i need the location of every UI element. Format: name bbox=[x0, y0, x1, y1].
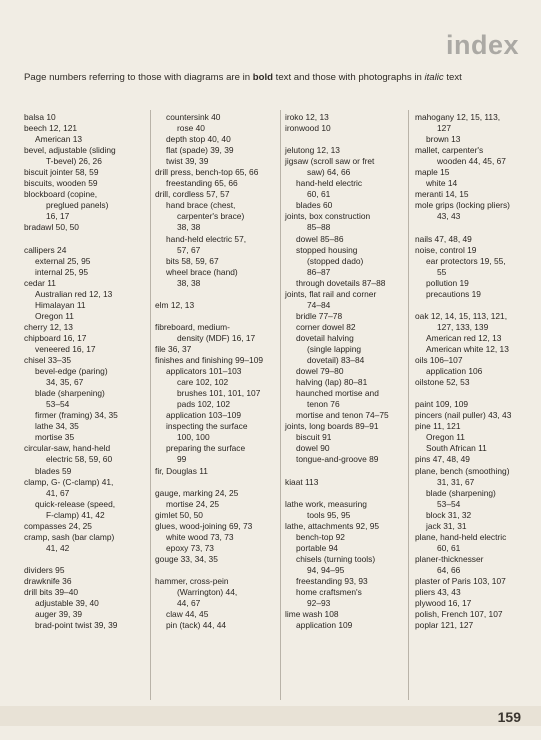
index-entry: auger 39, 39 bbox=[35, 609, 83, 620]
index-entry: joints, long boards 89–91 bbox=[285, 421, 379, 432]
index-entry: clamp, G- (C-clamp) 41, bbox=[24, 476, 114, 487]
index-entry: inspecting the surface bbox=[166, 421, 248, 432]
index-entry: hand-held electric bbox=[296, 178, 363, 189]
index-gap bbox=[415, 388, 533, 399]
index-entry: paint 109, 109 bbox=[415, 399, 469, 410]
index-entry: American red 12, 13 bbox=[426, 332, 502, 343]
index-entry: bevel-edge (paring) bbox=[35, 366, 108, 377]
index-entry: drawknife 36 bbox=[24, 575, 72, 586]
index-entry: joints, box construction bbox=[285, 211, 371, 222]
index-entry: dowel 85–86 bbox=[296, 233, 344, 244]
index-entry: circular-saw, hand-held bbox=[24, 443, 111, 454]
index-entry: 85–88 bbox=[307, 222, 331, 233]
index-entry: South African 11 bbox=[426, 443, 487, 454]
index-entry: freestanding 65, 66 bbox=[166, 178, 238, 189]
index-gap bbox=[415, 300, 533, 311]
index-entry: Oregon 11 bbox=[35, 310, 74, 321]
index-entry: American white 12, 13 bbox=[426, 343, 509, 354]
index-gap bbox=[415, 222, 533, 233]
index-entry: claw 44, 45 bbox=[166, 609, 209, 620]
column-divider bbox=[408, 110, 409, 700]
index-entry: beech 12, 121 bbox=[24, 123, 78, 134]
index-entry: biscuit 91 bbox=[296, 432, 332, 443]
index-entry: epoxy 73, 73 bbox=[166, 542, 214, 553]
index-entry: dividers 95 bbox=[24, 564, 65, 575]
index-entry: density (MDF) 16, 17 bbox=[177, 332, 256, 343]
index-entry: poplar 121, 127 bbox=[415, 620, 474, 631]
index-entry: hand brace (chest, bbox=[166, 200, 236, 211]
index-entry: blockboard (copine, bbox=[24, 189, 98, 200]
index-entry: pollution 19 bbox=[426, 277, 469, 288]
index-entry: hand-held electric 57, bbox=[166, 233, 247, 244]
index-entry: depth stop 40, 40 bbox=[166, 134, 231, 145]
index-gap bbox=[155, 311, 273, 322]
index-entry: freestanding 93, 93 bbox=[296, 575, 368, 586]
index-entry: callipers 24 bbox=[24, 244, 67, 255]
index-entry: pads 102, 102 bbox=[177, 399, 231, 410]
index-entry: applicators 101–103 bbox=[166, 366, 242, 377]
index-entry: maple 15 bbox=[415, 167, 450, 178]
index-entry: ironwood 10 bbox=[285, 123, 331, 134]
index-entry: bench-top 92 bbox=[296, 531, 345, 542]
page-footer-band bbox=[0, 706, 541, 726]
index-entry: pine 11, 121 bbox=[415, 421, 461, 432]
index-entry: dowel 90 bbox=[296, 443, 330, 454]
index-entry: halving (lap) 80–81 bbox=[296, 377, 368, 388]
index-entry: saw) 64, 66 bbox=[307, 167, 351, 178]
index-entry: application 109 bbox=[296, 620, 353, 631]
index-entry: countersink 40 bbox=[166, 112, 221, 122]
index-entry: meranti 14, 15 bbox=[415, 189, 469, 200]
index-entry: 41, 67 bbox=[46, 487, 70, 498]
index-entry: iroko 12, 13 bbox=[285, 112, 329, 122]
index-entry: home craftsmen's bbox=[296, 587, 362, 598]
index-entry: rose 40 bbox=[177, 123, 205, 134]
index-entry: balsa 10 bbox=[24, 112, 56, 122]
index-entry: (single lapping bbox=[307, 343, 362, 354]
index-entry: bevel, adjustable (sliding bbox=[24, 145, 116, 156]
index-entry: wheel brace (hand) bbox=[166, 266, 238, 277]
index-entry: 100, 100 bbox=[177, 432, 210, 443]
index-entry: oils 106–107 bbox=[415, 355, 463, 366]
index-entry: blade (sharpening) bbox=[35, 388, 105, 399]
index-entry: tongue-and-groove 89 bbox=[296, 454, 379, 465]
index-entry: chisels (turning tools) bbox=[296, 553, 376, 564]
index-entry: gouge 33, 34, 35 bbox=[155, 553, 218, 564]
index-gap bbox=[285, 488, 403, 499]
index-entry: 16, 17 bbox=[46, 211, 70, 222]
index-entry: application 103–109 bbox=[166, 410, 241, 421]
index-entry: noise, control 19 bbox=[415, 244, 477, 255]
index-entry: 127 bbox=[437, 123, 451, 134]
index-column-3 bbox=[285, 112, 403, 631]
index-entry: 34, 35, 67 bbox=[46, 377, 84, 388]
index-entry: mortise and tenon 74–75 bbox=[296, 410, 389, 421]
index-entry: jigsaw (scroll saw or fret bbox=[285, 156, 375, 167]
index-entry: glues, wood-joining 69, 73 bbox=[155, 520, 253, 531]
index-column-1 bbox=[24, 112, 142, 631]
index-entry: F-clamp) 41, 42 bbox=[46, 509, 105, 520]
index-entry: mortise 35 bbox=[35, 432, 75, 443]
index-entry: blades 59 bbox=[35, 465, 72, 476]
intro-text-3: text bbox=[443, 72, 462, 83]
index-entry: 74–84 bbox=[307, 299, 331, 310]
index-gap bbox=[24, 554, 142, 565]
index-entry: bridle 77–78 bbox=[296, 310, 343, 321]
index-entry: blade (sharpening) bbox=[426, 487, 496, 498]
index-entry: 92–93 bbox=[307, 598, 331, 609]
index-entry: haunched mortise and bbox=[296, 388, 379, 399]
index-entry: fir, Douglas 11 bbox=[155, 465, 208, 476]
index-entry: preparing the surface bbox=[166, 443, 246, 454]
index-entry: tenon 76 bbox=[307, 399, 340, 410]
index-entry: hammer, cross-pein bbox=[155, 575, 229, 586]
index-entry: chisel 33–35 bbox=[24, 355, 72, 366]
index-entry: 64, 66 bbox=[437, 564, 461, 575]
index-entry: dovetail halving bbox=[296, 332, 354, 343]
column-divider bbox=[150, 110, 151, 700]
index-entry: file 36, 37 bbox=[155, 343, 192, 354]
index-entry: drill press, bench-top 65, 66 bbox=[155, 167, 259, 178]
index-entry: veneered 16, 17 bbox=[35, 343, 96, 354]
index-entry: twist 39, 39 bbox=[166, 156, 209, 167]
index-entry: chipboard 16, 17 bbox=[24, 332, 87, 343]
index-entry: corner dowel 82 bbox=[296, 321, 356, 332]
index-entry: kiaat 113 bbox=[285, 476, 319, 487]
index-entry: Himalayan 11 bbox=[35, 299, 86, 310]
index-entry: white wood 73, 73 bbox=[166, 531, 234, 542]
index-entry: block 31, 32 bbox=[426, 509, 472, 520]
index-entry: brown 13 bbox=[426, 134, 461, 145]
index-entry: 53–54 bbox=[46, 399, 70, 410]
index-entry: cherry 12, 13 bbox=[24, 321, 73, 332]
index-entry: 127, 133, 139 bbox=[437, 321, 489, 332]
index-entry: 38, 38 bbox=[177, 222, 201, 233]
index-gap bbox=[24, 234, 142, 245]
index-column-2 bbox=[155, 112, 273, 631]
index-entry: finishes and finishing 99–109 bbox=[155, 355, 264, 366]
index-entry: 86–87 bbox=[307, 266, 331, 277]
index-entry: biscuit jointer 58, 59 bbox=[24, 167, 99, 178]
index-entry: precautions 19 bbox=[426, 288, 481, 299]
index-entry: polish, French 107, 107 bbox=[415, 609, 503, 620]
index-entry: (stopped dado) bbox=[307, 255, 364, 266]
index-entry: 55 bbox=[437, 266, 447, 277]
index-entry: stopped housing bbox=[296, 244, 358, 255]
index-gap bbox=[285, 466, 403, 477]
index-entry: adjustable 39, 40 bbox=[35, 598, 99, 609]
index-entry: joints, flat rail and corner bbox=[285, 288, 377, 299]
index-entry: Oregon 11 bbox=[426, 432, 465, 443]
index-intro bbox=[24, 72, 462, 83]
index-entry: nails 47, 48, 49 bbox=[415, 233, 472, 244]
index-entry: fibreboard, medium- bbox=[155, 321, 230, 332]
index-entry: tools 95, 95 bbox=[307, 509, 351, 520]
index-entry: Australian red 12, 13 bbox=[35, 288, 113, 299]
index-entry: gauge, marking 24, 25 bbox=[155, 487, 239, 498]
index-entry: 53–54 bbox=[437, 498, 461, 509]
index-entry: compasses 24, 25 bbox=[24, 520, 92, 531]
index-entry: flat (spade) 39, 39 bbox=[166, 145, 234, 156]
index-entry: pins 47, 48, 49 bbox=[415, 454, 470, 465]
index-entry: external 25, 95 bbox=[35, 255, 91, 266]
index-entry: 60, 61 bbox=[307, 189, 331, 200]
index-entry: electric 58, 59, 60 bbox=[46, 454, 113, 465]
index-entry: plane, hand-held electric bbox=[415, 531, 507, 542]
index-entry: jelutong 12, 13 bbox=[285, 145, 340, 156]
index-entry: (Warrington) 44, bbox=[177, 587, 238, 598]
index-entry: elm 12, 13 bbox=[155, 299, 195, 310]
index-entry: planer-thicknesser bbox=[415, 553, 484, 564]
column-divider bbox=[280, 110, 281, 700]
index-entry: quick-release (speed, bbox=[35, 498, 116, 509]
index-entry: mahogany 12, 15, 113, bbox=[415, 112, 501, 122]
index-entry: 60, 61 bbox=[437, 542, 461, 553]
index-entry: pin (tack) 44, 44 bbox=[166, 620, 227, 631]
index-entry: bits 58, 59, 67 bbox=[166, 255, 219, 266]
index-entry: wooden 44, 45, 67 bbox=[437, 156, 506, 167]
index-entry: 31, 31, 67 bbox=[437, 476, 475, 487]
index-entry: brushes 101, 101, 107 bbox=[177, 388, 261, 399]
index-entry: T-bevel) 26, 26 bbox=[46, 156, 102, 167]
index-gap bbox=[285, 134, 403, 145]
index-entry: plane, bench (smoothing) bbox=[415, 465, 510, 476]
index-entry: brad-point twist 39, 39 bbox=[35, 620, 118, 631]
page-number: 159 bbox=[497, 709, 521, 725]
index-entry: 44, 67 bbox=[177, 598, 201, 609]
index-entry: lathe, attachments 92, 95 bbox=[285, 520, 380, 531]
index-column-4 bbox=[415, 112, 533, 631]
index-entry: plywood 16, 17 bbox=[415, 598, 472, 609]
index-entry: through dovetails 87–88 bbox=[296, 277, 386, 288]
index-entry: lathe work, measuring bbox=[285, 498, 367, 509]
index-entry: application 106 bbox=[426, 366, 483, 377]
intro-text-1: Page numbers referring to those with diagrams are in bbox=[24, 72, 253, 83]
index-entry: drill, cordless 57, 57 bbox=[155, 189, 230, 200]
index-entry: oilstone 52, 53 bbox=[415, 377, 470, 388]
index-entry: 94, 94–95 bbox=[307, 564, 345, 575]
index-entry: ear protectors 19, 55, bbox=[426, 255, 506, 266]
index-entry: portable 94 bbox=[296, 542, 338, 553]
index-entry: jack 31, 31 bbox=[426, 520, 467, 531]
index-entry: 99 bbox=[177, 454, 187, 465]
index-entry: cedar 11 bbox=[24, 277, 56, 288]
index-entry: pincers (nail puller) 43, 43 bbox=[415, 410, 512, 421]
index-entry: pliers 43, 43 bbox=[415, 587, 461, 598]
index-entry: biscuits, wooden 59 bbox=[24, 178, 98, 189]
index-entry: mallet, carpenter's bbox=[415, 145, 484, 156]
intro-italic-word: italic bbox=[424, 72, 444, 83]
index-entry: preglued panels) bbox=[46, 200, 109, 211]
index-entry: firmer (framing) 34, 35 bbox=[35, 410, 118, 421]
index-gap bbox=[155, 565, 273, 576]
index-entry: 38, 38 bbox=[177, 277, 201, 288]
index-entry: carpenter's brace) bbox=[177, 211, 245, 222]
index-entry: care 102, 102 bbox=[177, 377, 229, 388]
index-entry: dowel 79–80 bbox=[296, 366, 344, 377]
index-entry: bradawl 50, 50 bbox=[24, 222, 79, 233]
index-entry: plaster of Paris 103, 107 bbox=[415, 575, 506, 586]
index-entry: American 13 bbox=[35, 134, 83, 145]
index-entry: gimlet 50, 50 bbox=[155, 509, 203, 520]
index-entry: cramp, sash (bar clamp) bbox=[24, 531, 115, 542]
index-entry: dovetail) 83–84 bbox=[307, 355, 365, 366]
intro-bold-word: bold bbox=[252, 72, 274, 83]
index-entry: 43, 43 bbox=[437, 211, 461, 222]
index-entry: drill bits 39–40 bbox=[24, 587, 79, 598]
index-entry: blades 60 bbox=[296, 200, 333, 211]
index-title: index bbox=[445, 30, 519, 60]
index-entry: oak 12, 14, 15, 113, 121, bbox=[415, 310, 508, 321]
index-entry: lathe 34, 35 bbox=[35, 421, 79, 432]
index-entry: mole grips (locking pliers) bbox=[415, 200, 510, 211]
index-entry: 57, 67 bbox=[177, 244, 201, 255]
intro-text-2: text and those with photographs in bbox=[273, 72, 425, 83]
index-entry: white 14 bbox=[426, 178, 458, 189]
index-entry: 41, 42 bbox=[46, 542, 70, 553]
index-gap bbox=[155, 289, 273, 300]
index-entry: internal 25, 95 bbox=[35, 266, 89, 277]
index-entry: lime wash 108 bbox=[285, 609, 339, 620]
index-entry: mortise 24, 25 bbox=[166, 498, 220, 509]
index-gap bbox=[155, 477, 273, 488]
